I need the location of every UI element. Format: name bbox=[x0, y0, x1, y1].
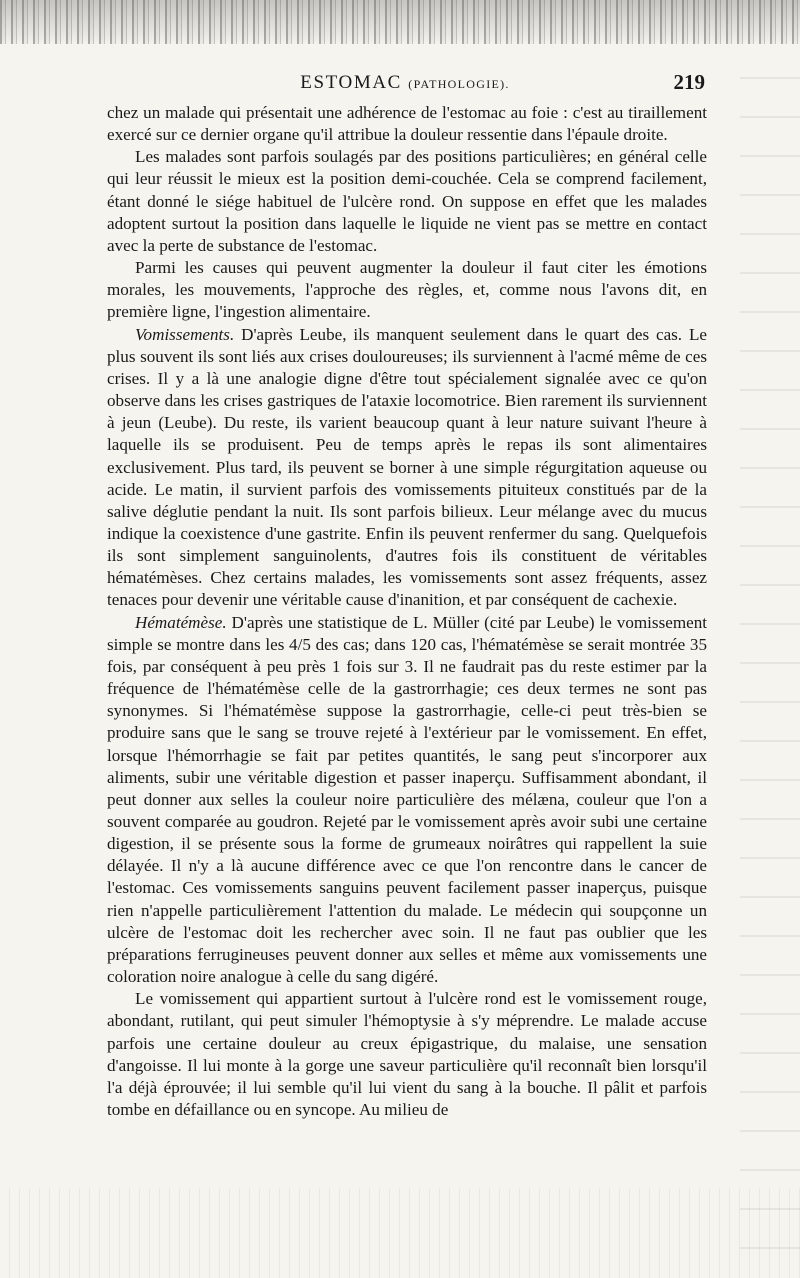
paragraph-text: Les malades sont parfois soulagés par des positions particulières; en général celle qui leur réussit le mieux est la position demi-couchée. Cela se comprend facilement, étant donné le siége habituel de l'ulcère rond. On suppose en effet que les malades adoptent surtout la position dans laquelle le liquide ne vient pas se mettre en contact avec la perte de substance de l'estomac. bbox=[107, 147, 707, 255]
paragraph-text: D'après une statistique de L. Müller (cité par Leube) le vomissement simple se montre dans les 4/5 des cas; dans 120 cas, l'hématémèse se serait montrée 35 fois, par conséquent à peu près 1 fois sur 3. Il ne faudrait pas du reste estimer par la fréquence de l'hématémèse celle de la gastrorrhagie; ces deux termes ne sont pas synonymes. Si l'hématémèse suppose la gastrorrhagie, celle-ci peut très-bien se produire sans que le sang se trouve rejeté à l'extérieur par le vomissement. En effet, lorsque l'hémorrhagie se fait par petites quantités, le sang peut s'incorporer aux aliments, subir une véritable digestion et passer inaperçu. Suffisamment abondant, il peut donner aux selles la couleur noire particulière des mélæna, couleur que l'on a souvent comparée au goudron. Rejeté par le vomissement après avoir subi une certaine digestion, il se présente sous la forme de grumeaux noirâtres qui rappellent la suie délayée. Il n'y a là aucune différence avec ce que l'on rencontre dans le cancer de l'estomac. Ces vomissements sanguins peuvent facilement passer inaperçus, puisque rien n'appelle particulièrement l'attention du malade. Le médecin qui soupçonne un ulcère de l'estomac doit les rechercher avec soin. Il ne faut pas oublier que les préparations ferrugineuses peuvent donner aux selles et même aux vomissements une coloration noire analogue à celle du sang digéré. bbox=[107, 612, 707, 987]
paragraph-text: Parmi les causes qui peuvent augmenter la douleur il faut citer les émotions morales, les mouvements, l'approche des règles, et, comme nous l'avons dit, en première ligne, l'ingestion alimentaire. bbox=[107, 258, 707, 322]
page-header bbox=[105, 70, 705, 100]
running-title-sub: (PATHOLOGIE). bbox=[408, 77, 510, 91]
section-lead-vomissements: Vomissements. bbox=[135, 324, 235, 344]
scan-noise-bottom bbox=[0, 1188, 800, 1278]
text-body bbox=[107, 102, 707, 1121]
paragraph-text: Le vomissement qui appartient surtout à l'ulcère rond est le vomissement rouge, abondant, rutilant, qui peut simuler l'hémoptysie à s'y méprendre. Le malade accuse parfois une certaine douleur au creux épigastrique, du malaise, une sensation d'angoisse. Il lui monte à la gorge une saveur particulière qu'il reconnaît bien lorsqu'il l'a déjà éprouvée; il lui semble qu'il lui vient du sang à la bouche. Il pâlit et parfois tombe en défaillance ou en syncope. Au milieu de bbox=[107, 989, 707, 1120]
paragraph-3 bbox=[107, 257, 707, 323]
paragraph-1 bbox=[107, 102, 707, 146]
section-lead-hematemese: Hématémèse. bbox=[135, 612, 227, 632]
paragraph-hematemese bbox=[107, 612, 707, 989]
scan-noise-right bbox=[740, 40, 800, 1278]
paragraph-6 bbox=[107, 988, 707, 1121]
paragraph-text: D'après Leube, ils manquent seulement dans le quart des cas. Le plus souvent ils sont liés aux crises douloureuses; ils surviennent à l'acmé même de ces crises. Il y a là une analogie digne d'être tout spécialement signalée avec ce qu'on observe dans les crises gastriques de l'ataxie locomotrice. Bien rarement ils surviennent à jeun (Leube). Du reste, ils varient beaucoup quant à leur nature suivant l'heure à laquelle ils se produisent. Peu de temps après le repas ils sont alimentaires exclusivement. Plus tard, ils peuvent se borner à une simple régurgitation aqueuse ou acide. Le matin, il survient parfois des vomissements pituiteux constitués par de la salive déglutie pendant la nuit. Ils sont parfois bilieux. Leur mélange avec du mucus indique la coexistence d'une gastrite. Enfin ils peuvent renfermer du sang. Quelquefois ils sont simplement sanguinolents, d'autres fois ils constituent de véritables hématémèses. Chez certains malades, les vomissements sont assez fréquents, assez tenaces pour devenir une véritable cause d'inanition, et par conséquent de cachexie. bbox=[107, 324, 707, 610]
paragraph-vomissements bbox=[107, 324, 707, 612]
paragraph-2 bbox=[107, 146, 707, 257]
scan-noise-top bbox=[0, 0, 800, 44]
page-number: 219 bbox=[673, 70, 705, 94]
running-title-main: ESTOMAC bbox=[300, 72, 402, 93]
paragraph-text: chez un malade qui présentait une adhérence de l'estomac au foie : c'est au tiraillement exercé sur ce dernier organe qu'il attribue la douleur ressentie dans l'épaule droite. bbox=[107, 103, 707, 145]
running-title bbox=[105, 72, 705, 94]
